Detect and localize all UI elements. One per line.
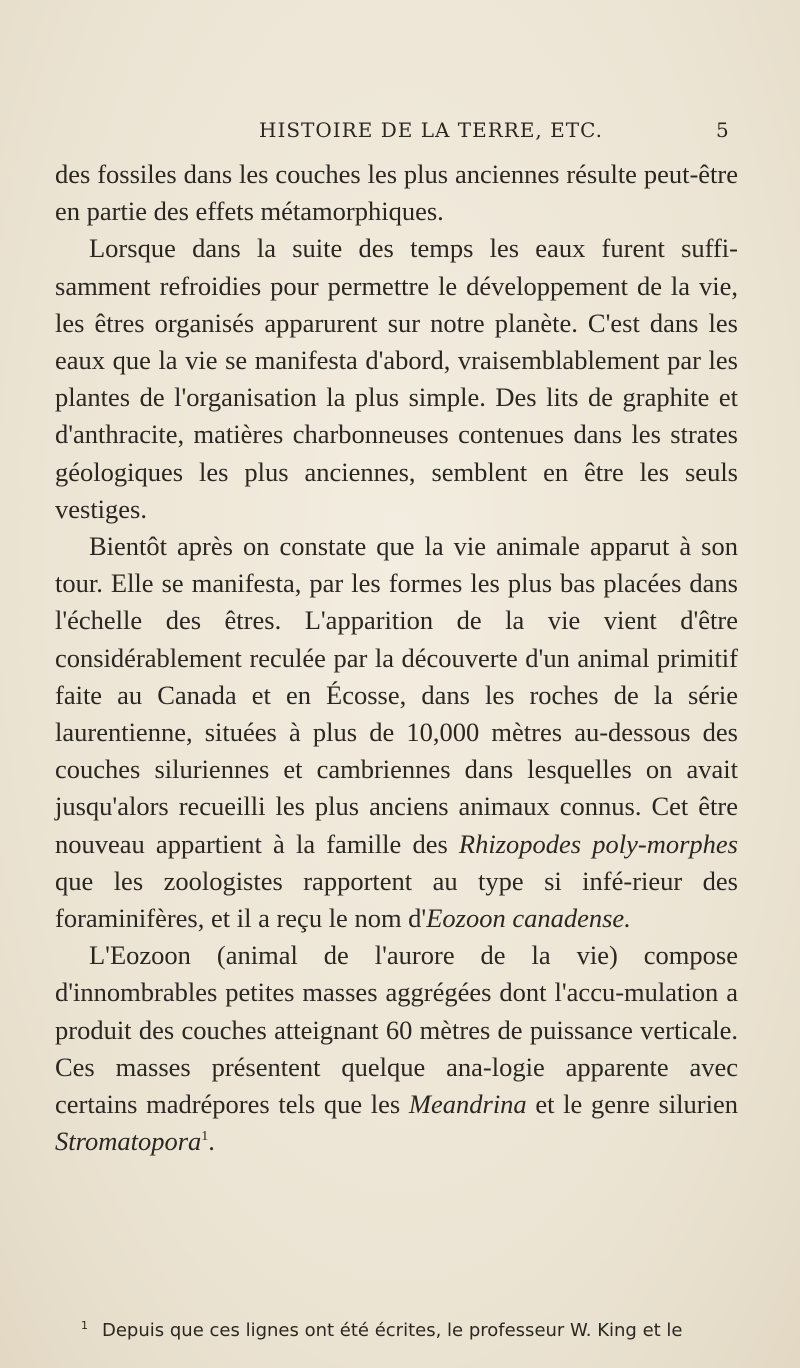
paragraph-4-end: . (208, 1126, 215, 1157)
paragraph-4 (55, 937, 738, 1160)
paragraph-3-text-a: Bientôt après on constate que la vie animale apparut à son tour. Elle se manifesta, par les formes les plus bas placées dans l'échelle des êtres. L'apparition de la vie vient d'être considérablement reculée par la découverte d'un animal primitif faite au Canada et en Écosse, dans les roches de la série laurentienne, situées à plus de 10,000 mètres au-dessous des couches siluriennes et cambriennes dans lesquelles on avait jusqu'alors recueilli les plus anciens animaux connus. Cet être nouveau appartient à la famille des (55, 531, 738, 859)
running-title: HISTOIRE DE LA TERRE, ETC. (259, 118, 604, 142)
body-text (55, 156, 738, 1160)
page-number: 5 (716, 118, 730, 142)
paragraph-2: Lorsque dans la suite des temps les eaux furent suffi-samment refroidies pour permettre le développement de la vie, les êtres organisés apparurent sur notre planète. C'est dans les eaux que la vie se manifesta d'abord, vraisemblablement par les plantes de l'organisation la plus simple. Des lits de graphite et d'anthracite, matières charbonneuses contenues dans les strates géologiques les plus anciennes, semblent en être les seuls vestiges. (55, 233, 738, 524)
italic-rhizopodes: Rhizopodes poly-morphes (458, 828, 738, 859)
footnote-number: 1 (81, 1319, 88, 1332)
paragraph-4-text-a: L'Eozoon (animal de l'aurore de la vie) compose d'innombrables petites masses aggrégées dont l'accu-mulation a produit des couches atteignant 60 mètres de puissance verticale. Ces masses présentent quelque ana-logie apparente avec certains madrépores tels que les (55, 940, 738, 1120)
footnote-reference: 1 (201, 1129, 209, 1145)
footnote-text: Depuis que ces lignes ont été écrites, le professeur W. King et le (102, 1320, 683, 1341)
italic-stromatopora: Stromatopora (55, 1126, 202, 1157)
paragraph-4-text-b: et le genre silurien (526, 1089, 738, 1120)
footnote (55, 1314, 755, 1343)
paragraph-1: des fossiles dans les couches les plus anciennes résulte peut-être en partie des effets métamorphiques. (55, 159, 738, 227)
italic-meandrina: Meandrina (408, 1089, 527, 1120)
paragraph-3-text-b: que les zoologistes rapportent au type si infé-rieur des foraminifères, et il a reçu le nom d' (55, 865, 738, 934)
italic-eozoon: Eozoon canadense. (426, 903, 631, 934)
running-header (0, 118, 800, 148)
paragraph-3 (55, 528, 738, 937)
